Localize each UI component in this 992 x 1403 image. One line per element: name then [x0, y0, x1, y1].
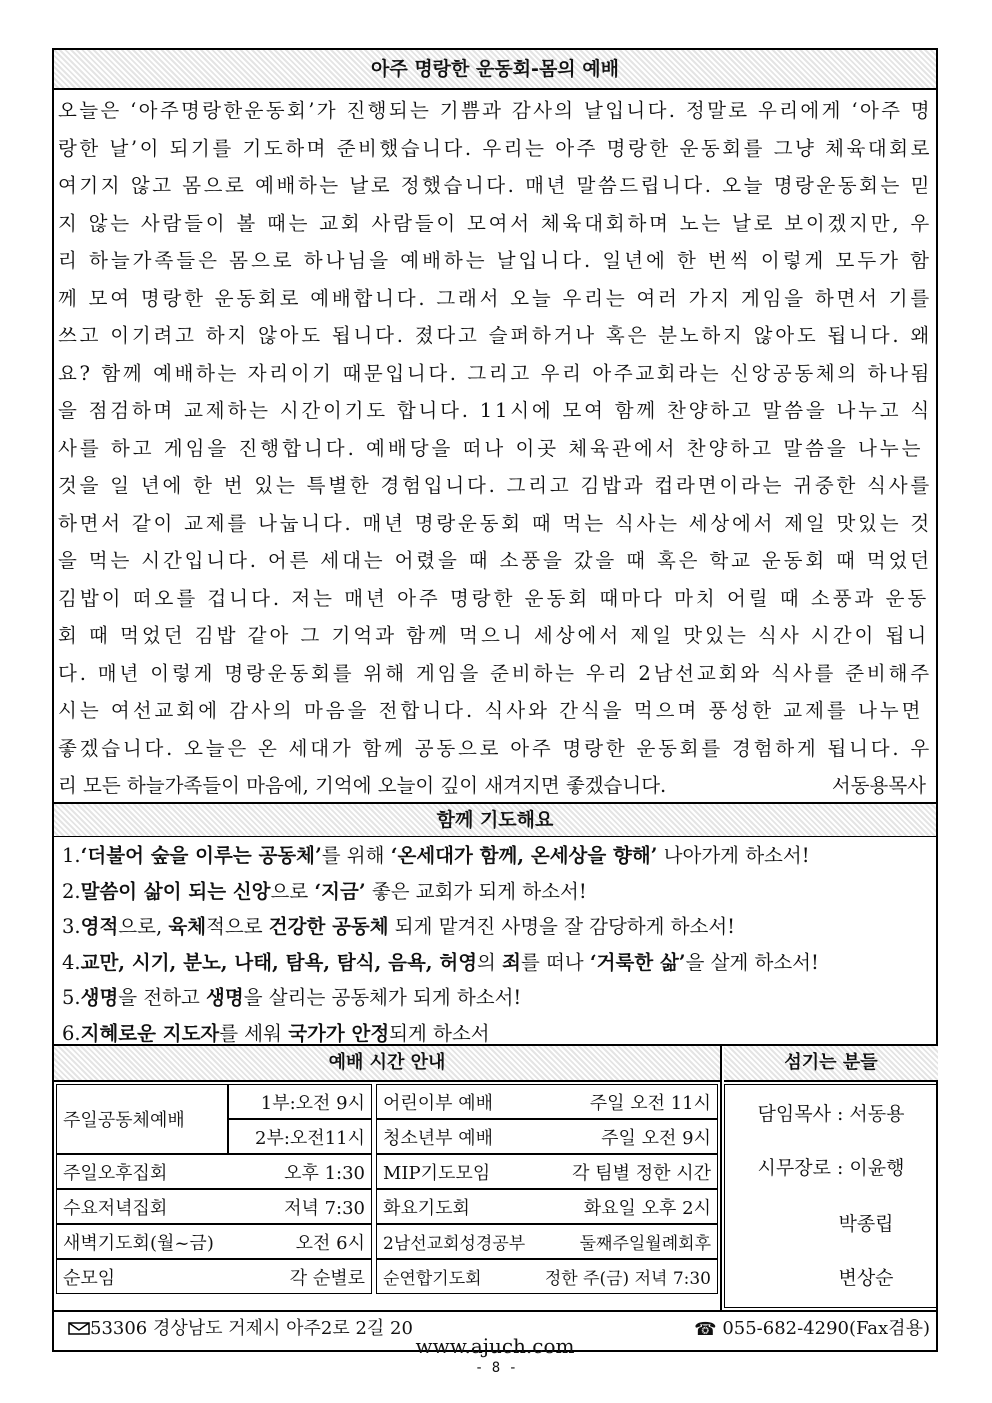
article-author: 서동용목사 [831, 774, 926, 797]
prayer-item [62, 838, 930, 874]
schedule-time: 둘째주일월례회후 [579, 1234, 711, 1254]
footer [54, 1310, 936, 1356]
prayer-text: 으로 [270, 879, 315, 903]
prayer-text: 을 전하고 [118, 986, 207, 1009]
prayer-title: 함께 기도해요 [54, 802, 936, 837]
article-line: 을 점검하며 교제하는 시간이기도 합니다. 11시에 모여 함께 찬양하고 말씀을 나누고 식 [58, 399, 932, 422]
schedule-title: 예배 시간 안내 [54, 1046, 720, 1082]
telephone-icon: ☎ [694, 1318, 717, 1340]
schedule-row [376, 1084, 718, 1119]
sunday-first-service-time: 1부:오전 9시 [260, 1092, 365, 1114]
prayer-text: 3. [62, 915, 81, 938]
prayer-emphasis: ‘온세대가 함께, 온세상을 향해’ [390, 844, 658, 867]
prayer-list [62, 838, 930, 1051]
schedule-time: 오후 1:30 [284, 1162, 365, 1184]
schedule-name: 어린이부 예배 [383, 1092, 494, 1114]
prayer-emphasis: 말씀이 삶이 되는 신앙 [80, 879, 271, 903]
prayer-text: 나아가게 하소서! [657, 844, 810, 867]
article-line: 을 먹는 시간입니다. 어른 세대는 어렸을 때 소풍을 갔을 때 혹은 학교 운동회 때 먹었던 [58, 549, 932, 572]
staff-title: 섬기는 분들 [724, 1046, 938, 1082]
article-line: 랑한 날’이 되기를 기도하며 준비했습니다. 우리는 아주 명랑한 운동회를 그냥 체육대회로 [58, 136, 932, 160]
elder: 시무장로 : 이윤행 [757, 1157, 905, 1179]
prayer-item [62, 945, 930, 981]
church-website[interactable]: www.ajuch.com [415, 1334, 575, 1358]
prayer-text: 을 살게 하소서! [685, 950, 819, 974]
prayer-emphasis: 국가가 안정 [288, 1021, 390, 1045]
prayer-emphasis: ‘지금’ [314, 879, 366, 903]
prayer-text: 되게 하소서 [389, 1021, 490, 1045]
schedule-name: MIP기도모임 [383, 1162, 491, 1184]
prayer-emphasis: 생명 [206, 986, 244, 1009]
article-line: 사를 하고 게임을 진행합니다. 예배당을 떠나 이곳 체육관에서 찬양하고 말씀을 나누는 [58, 436, 924, 460]
schedule-name: 수요저녁집회 [63, 1197, 168, 1219]
article-body [58, 92, 932, 805]
schedule-name: 청소년부 예배 [383, 1127, 494, 1149]
elder: 변상순 [838, 1267, 894, 1289]
page-number: - 8 - [474, 1360, 518, 1376]
phone-text[interactable]: 055-682-4290(Fax겸용) [722, 1318, 930, 1339]
prayer-text: 6. [62, 1021, 81, 1045]
staff-box [724, 1084, 938, 1308]
schedule-name: 순모임 [63, 1267, 116, 1289]
schedule-name: 2남선교회성경공부 [383, 1234, 526, 1254]
sunday-service-label-text: 주일공동체예배 [63, 1110, 185, 1131]
article-line: 지 않는 사람들이 볼 때는 교회 사람들이 모여서 체육대회하며 노는 날로 보이겠지만, 우 [58, 211, 932, 235]
schedule-name: 화요기도회 [383, 1197, 470, 1219]
prayer-emphasis: 지혜로운 지도자 [80, 1021, 220, 1045]
prayer-text: 를 떠나 [520, 950, 590, 974]
sunday-service-label [56, 1084, 228, 1154]
sunday-first-service [228, 1084, 372, 1119]
schedule-name: 순연합기도회 [383, 1269, 482, 1289]
schedule-time: 오전 6시 [295, 1232, 365, 1254]
bulletin-page [52, 48, 938, 1358]
prayer-emphasis: 영적 [80, 915, 119, 938]
schedule-time: 주일 오전 11시 [589, 1092, 711, 1114]
schedule-row [376, 1224, 718, 1259]
article-line: 김밥이 떠오를 겁니다. 저는 매년 아주 명랑한 운동회 때마다 마치 어릴 때 소풍과 운동 [58, 586, 930, 610]
prayer-emphasis: ‘더불어 숲을 이루는 공동체’ [80, 844, 322, 867]
prayer-emphasis: 교만, 시기, 분노, 나태, 탐욕, 탐식, 음욕, 허영 [80, 950, 478, 974]
schedule-time: 주일 오전 9시 [601, 1127, 711, 1149]
section-divider [720, 1046, 722, 1312]
article-line: 리 하늘가족들은 몸으로 하나님을 예배하는 날입니다. 일년에 한 번씩 이렇게 모두가 함 [58, 249, 932, 272]
article-line: 회 때 먹었던 김밥 같아 그 기억과 함께 먹으니 세상에서 제일 맛있는 식사 시간이 됩니 [58, 624, 930, 647]
schedule-time: 화요일 오후 2시 [583, 1197, 711, 1219]
prayer-item [62, 909, 930, 945]
article-line: 쓰고 이기려고 하지 않아도 됩니다. 졌다고 슬퍼하거나 혹은 분노하지 않아도 됩니다. 왜 [58, 324, 932, 347]
prayer-text: 5. [62, 986, 81, 1009]
article-line: 하면서 같이 교제를 나눕니다. 매년 명랑운동회 때 먹는 식사는 세상에서 제일 맛있는 것 [58, 511, 932, 535]
article-title: 아주 명랑한 운동회-몸의 예배 [54, 50, 936, 90]
article-line: 여기지 않고 몸으로 예배하는 날로 정했습니다. 매년 말씀드립니다. 오늘 명랑운동회는 믿 [58, 174, 932, 197]
schedule-row [56, 1154, 372, 1189]
schedule-row [56, 1259, 372, 1294]
article-line: 께 모여 명랑한 운동회로 예배합니다. 그래서 오늘 우리는 여러 가지 게임을 하면서 기를 [58, 286, 932, 310]
schedule-row [376, 1119, 718, 1154]
prayer-emphasis: ‘거룩한 삶’ [589, 950, 686, 974]
schedule-name: 주일오후집회 [63, 1162, 168, 1184]
article-line: 요? 함께 예배하는 자리이기 때문입니다. 그리고 우리 아주교회라는 신앙공동체의 하나됨 [58, 361, 932, 385]
schedule-time: 각 순별로 [289, 1267, 365, 1289]
schedule-row [56, 1224, 372, 1259]
article-line: 시는 여선교회에 감사의 마음을 전합니다. 식사와 간식을 먹으며 풍성한 교제를 나누면 [58, 699, 924, 722]
prayer-item [62, 874, 930, 910]
article-line: 리 모든 하늘가족들이 마음에, 기억에 오늘이 깊이 새겨지면 좋겠습니다. [58, 774, 667, 797]
schedule-row [56, 1189, 372, 1224]
schedule-row [376, 1154, 718, 1189]
schedule-time: 정한 주(금) 저녁 7:30 [544, 1269, 711, 1289]
prayer-emphasis: 건강한 공동체 [268, 915, 389, 938]
schedule-name: 새벽기도회(월~금) [63, 1232, 214, 1254]
senior-pastor: 담임목사 : 서동용 [757, 1103, 905, 1125]
article-line: 오늘은 ‘아주명랑한운동회’가 진행되는 기쁨과 감사의 날입니다. 정말로 우리에게 ‘아주 명 [58, 99, 932, 122]
prayer-text: 를 세워 [219, 1021, 289, 1045]
prayer-text: 되게 맡겨진 사명을 잘 감당하게 하소서! [388, 915, 736, 938]
elder: 박종립 [838, 1213, 894, 1235]
address-text: 53306 경상남도 거제시 아주2로 2길 20 [90, 1318, 413, 1339]
article-line: 것을 일 년에 한 번 있는 특별한 경험입니다. 그리고 김밥과 컵라면이라는 귀중한 식사를 [58, 474, 932, 497]
prayer-text: 을 살리는 공동체가 되게 하소서! [243, 986, 522, 1009]
prayer-text: 의 [477, 950, 503, 974]
schedule-time: 저녁 7:30 [284, 1197, 365, 1219]
schedule-section [54, 1044, 936, 1312]
prayer-emphasis: 육체 [168, 915, 207, 938]
article-line: 다. 매년 이렇게 명랑운동회를 위해 게임을 준비하는 우리 2남선교회와 식사를 준비해주 [58, 661, 932, 685]
prayer-emphasis: 죄 [502, 950, 521, 974]
prayer-item [62, 980, 930, 1016]
article-line: 좋겠습니다. 오늘은 온 세대가 함께 공동으로 아주 명랑한 운동회를 경험하게 됩니다. 우 [58, 736, 932, 760]
prayer-text: 적으로 [206, 915, 269, 938]
prayer-text: 1. [62, 844, 81, 867]
prayer-text: 4. [62, 950, 81, 974]
schedule-time: 각 팀별 정한 시간 [572, 1162, 711, 1184]
prayer-text: 를 위해 [321, 844, 391, 867]
prayer-emphasis: 생명 [80, 986, 119, 1009]
prayer-text: 으로, [118, 915, 169, 938]
sunday-second-service-time: 2부:오전11시 [255, 1127, 365, 1149]
prayer-text: 2. [62, 879, 81, 903]
sunday-second-service [228, 1119, 372, 1154]
prayer-text: 좋은 교회가 되게 하소서! [365, 879, 587, 903]
schedule-row [376, 1259, 718, 1294]
schedule-row [376, 1189, 718, 1224]
article-last-line [58, 767, 932, 805]
